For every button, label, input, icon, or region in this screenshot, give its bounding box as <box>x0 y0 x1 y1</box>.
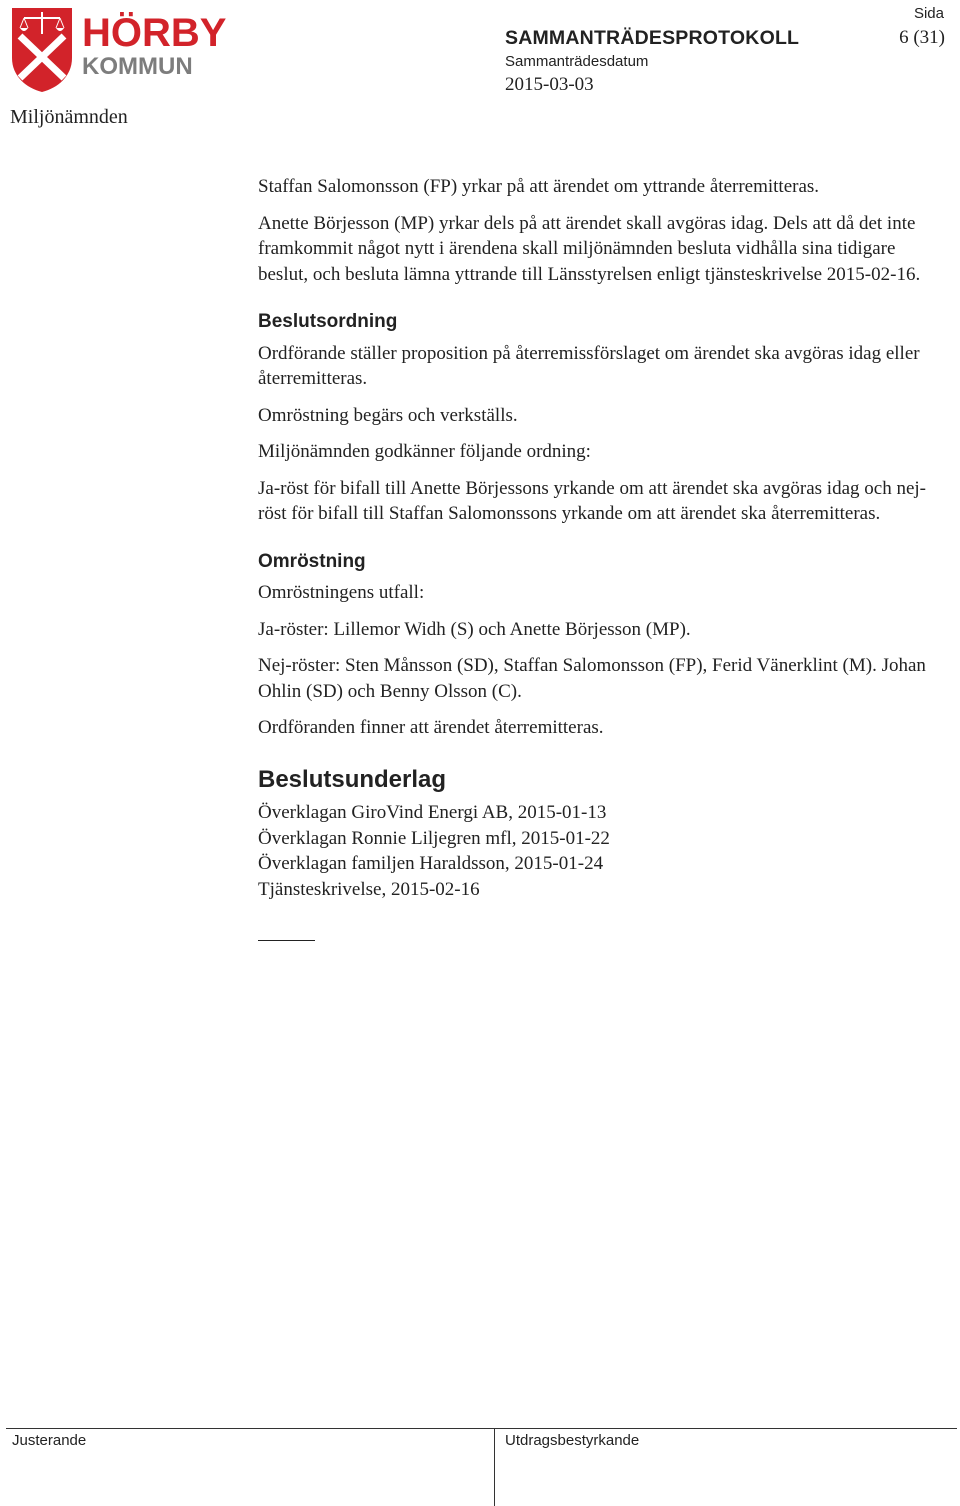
heading-beslutsordning: Beslutsordning <box>258 311 398 332</box>
paragraph-proposition: Ordförande ställer proposition på återremissförslaget om ärendet ska avgöras idag eller återremitteras. <box>258 342 920 389</box>
document-title: SAMMANTRÄDESPROTOKOLL <box>505 27 800 49</box>
svg-text:KOMMUN: KOMMUN <box>82 53 193 80</box>
paragraph-yrkande-fp: Staffan Salomonsson (FP) yrkar på att ärendet om yttrande återremitteras. <box>258 176 820 197</box>
list-item: Tjänsteskrivelse, 2015-02-16 <box>258 878 480 900</box>
paragraph-ja-roster: Ja-röster: Lillemor Widh (S) och Anette Börjesson (MP). <box>258 618 691 640</box>
paragraph-ja-nej: Ja-röst för bifall till Anette Börjessons yrkande om att ärendet ska avgöras idag och nej-röst för bifall till Staffan Salomonssons yrkande om att ärendet ska återremitteras. <box>258 477 926 524</box>
paragraph-yrkande-mp: Anette Börjesson (MP) yrkar dels på att ärendet skall avgöras idag. Dels att då det inte framkommit något nytt i ärendena skall miljönämnden besluta vidhålla sina tidigare beslut, och besluta lämna yttrande till Länsstyrelsen enligt tjänsteskrivelse 2015-02-16. <box>258 212 921 285</box>
page-number: 6 (31) <box>899 27 945 48</box>
footer-column-divider <box>494 1428 495 1506</box>
list-item: Överklagan GiroVind Energi AB, 2015-01-13 <box>258 802 607 823</box>
paragraph-beslut: Ordföranden finner att ärendet återremitteras. <box>258 717 604 738</box>
underlag-list <box>258 800 948 902</box>
justerande-label: Justerande <box>12 1432 87 1449</box>
paragraph-omrostning-begars: Omröstning begärs och verkställs. <box>258 404 518 426</box>
section-end-rule <box>258 940 315 941</box>
heading-omrostning: Omröstning <box>258 550 366 572</box>
svg-text:HÖRBY: HÖRBY <box>82 11 227 55</box>
committee-name: Miljönämnden <box>10 106 128 128</box>
document-body <box>258 174 948 941</box>
heading-beslutsunderlag: Beslutsunderlag <box>258 765 447 793</box>
paragraph-utfall: Omröstningens utfall: <box>258 582 425 603</box>
footer-divider-line <box>6 1428 957 1429</box>
horby-kommun-logo <box>10 6 227 94</box>
logo-graphic <box>10 6 227 94</box>
list-item: Överklagan Ronnie Liljegren mfl, 2015-01-22 <box>258 827 610 849</box>
meeting-date: 2015-03-03 <box>505 74 594 95</box>
paragraph-nej-roster: Nej-röster: Sten Månsson (SD), Staffan Salomonsson (FP), Ferid Vänerklint (M). Johan Ohlin (SD) och Benny Olsson (C). <box>258 655 926 702</box>
list-item: Överklagan familjen Haraldsson, 2015-01-24 <box>258 853 604 874</box>
page-label: Sida <box>913 5 944 22</box>
meeting-date-label: Sammanträdesdatum <box>505 53 649 70</box>
paragraph-ordning: Miljönämnden godkänner följande ordning: <box>258 441 591 462</box>
utdragsbestyrkande-label: Utdragsbestyrkande <box>505 1432 640 1449</box>
